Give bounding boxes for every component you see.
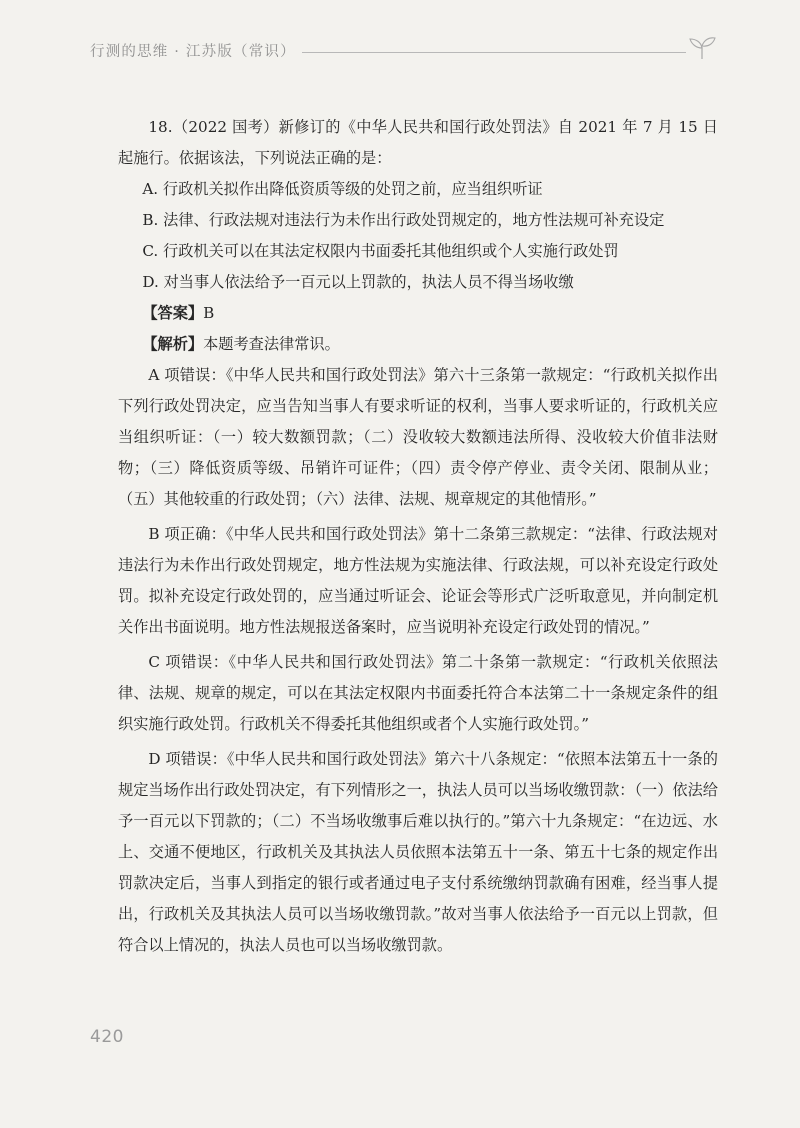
analysis-intro: 本题考查法律常识。 — [203, 335, 340, 353]
option-a: A. 行政机关拟作出降低资质等级的处罚之前，应当组织听证 — [142, 180, 543, 198]
book-title: 行测的思维 · 江苏版（常识） — [90, 44, 296, 60]
analysis-paragraph-c: C 项错误：《中华人民共和国行政处罚法》第二十条第一款规定：“行政机关依照法律、法规、规章的规定，可以在其法定权限内书面委托符合本法第二十一条规定条件的组织实施行政处罚。行政机关不得委托其他组织或者个人实施行政处罚。” — [118, 653, 718, 733]
sprout-icon — [688, 36, 716, 60]
header-rule — [302, 52, 686, 53]
page-number: 420 — [90, 1027, 124, 1047]
question-stem: 18.（2022 国考）新修订的《中华人民共和国行政处罚法》自 2021 年 7 月 15 日起施行。依据该法，下列说法正确的是： — [118, 118, 718, 167]
content — [118, 112, 718, 961]
option-c: C. 行政机关可以在其法定权限内书面委托其他组织或个人实施行政处罚 — [142, 242, 619, 260]
analysis-paragraph-b: B 项正确：《中华人民共和国行政处罚法》第十二条第三款规定：“法律、行政法规对违法行为未作出行政处罚规定，地方性法规为实施法律、行政法规，可以补充设定行政处罚。拟补充设定行政处罚的，应当通过听证会、论证会等形式广泛听取意见，并向制定机关作出书面说明。地方性法规报送备案时，应当说明补充设定行政处罚的情况。” — [118, 525, 718, 636]
answer-tag: 【答案】 — [142, 304, 204, 322]
answer-line — [118, 298, 718, 329]
option-d: D. 对当事人依法给予一百元以上罚款的，执法人员不得当场收缴 — [142, 273, 574, 291]
analysis-paragraph-d: D 项错误：《中华人民共和国行政处罚法》第六十八条规定：“依照本法第五十一条的规定当场作出行政处罚决定，有下列情形之一，执法人员可以当场收缴罚款：（一）依法给予一百元以下罚款的；（二）不当场收缴事后难以执行的。”第六十九条规定：“在边远、水上、交通不便地区，行政机关及其执法人员依照本法第五十一条、第五十七条的规定作出罚款决定后，当事人到指定的银行或者通过电子支付系统缴纳罚款确有困难，经当事人提出，行政机关及其执法人员可以当场收缴罚款。”故对当事人依法给予一百元以上罚款，但符合以上情况的，执法人员也可以当场收缴罚款。 — [118, 750, 718, 954]
option-b: B. 法律、行政法规对违法行为未作出行政处罚规定的，地方性法规可补充设定 — [142, 211, 665, 229]
page-header — [90, 36, 720, 76]
answer-value: B — [203, 304, 215, 322]
analysis-line — [118, 329, 718, 360]
analysis-tag: 【解析】 — [142, 335, 204, 353]
analysis-paragraph-a: A 项错误：《中华人民共和国行政处罚法》第六十三条第一款规定：“行政机关拟作出下列行政处罚决定，应当告知当事人有要求听证的权利，当事人要求听证的，行政机关应当组织听证：（一）较大数额罚款；（二）没收较大数额违法所得、没收较大价值非法财物；（三）降低资质等级、吊销许可证件；（四）责令停产停业、责令关闭、限制从业；（五）其他较重的行政处罚；（六）法律、法规、规章规定的其他情形。” — [118, 366, 718, 508]
